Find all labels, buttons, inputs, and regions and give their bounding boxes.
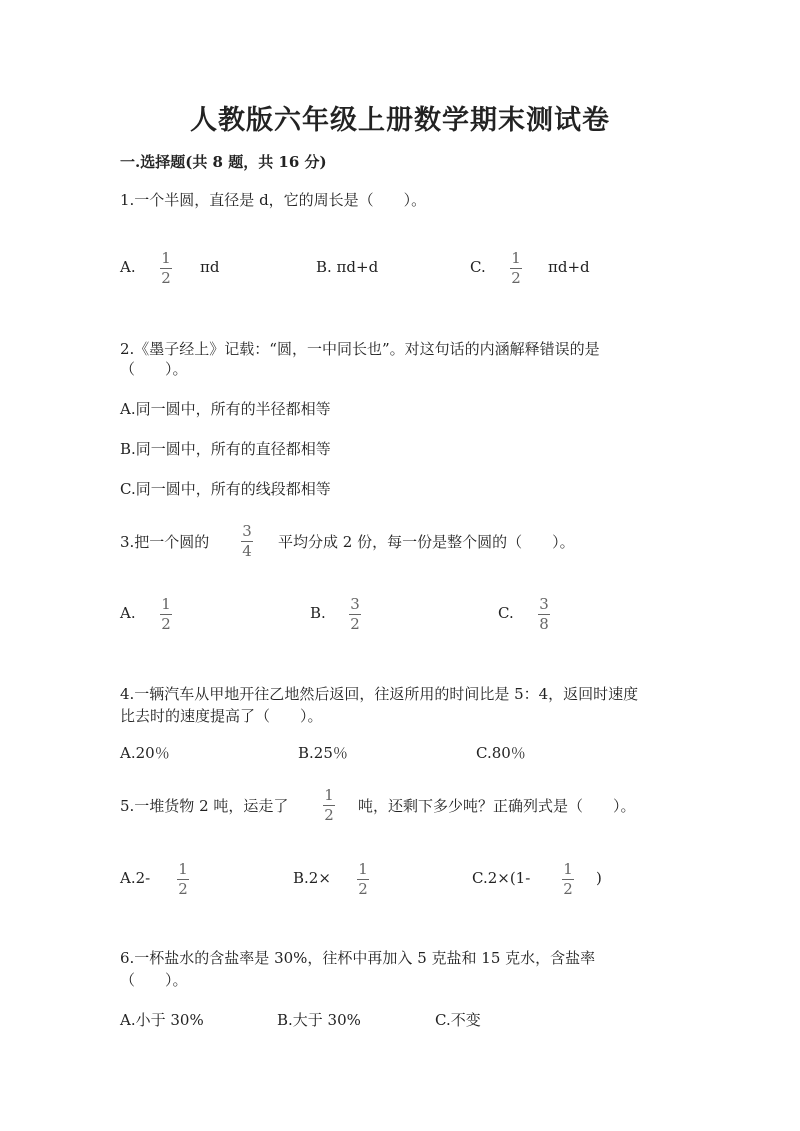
page-title: 人教版六年级上册数学期末测试卷: [190, 105, 610, 136]
question-3-stem-end: 平均分成 2 份，每一份是整个圆的（ ）。: [278, 533, 575, 551]
q1-option-c-text: πd+d: [548, 258, 590, 276]
q1-option-c-fraction: [510, 250, 522, 287]
q5-option-c-close: ): [596, 869, 602, 887]
q5-option-b-fraction: [357, 861, 369, 898]
fraction-denominator: 2: [358, 880, 368, 898]
q1-option-a-label: A.: [120, 258, 136, 276]
question-3-fraction: [241, 523, 253, 560]
question-1-stem: 1.一个半圆，直径是 d，它的周长是（ ）。: [120, 191, 427, 209]
q1-option-a-fraction: [160, 250, 172, 287]
q5-option-a-label: A.2-: [120, 869, 151, 887]
q6-option-a: A.小于 30%: [120, 1011, 204, 1029]
q2-option-c: C.同一圆中，所有的线段都相等: [120, 480, 331, 498]
question-2-stem-line1: 2.《墨子经上》记载：“圆，一中同长也”。对这句话的内涵解释错误的是: [120, 340, 600, 358]
q3-option-c-label: C.: [498, 604, 514, 622]
fraction-denominator: 2: [511, 269, 521, 287]
q3-option-b-label: B.: [310, 604, 326, 622]
q1-option-a-text: πd: [200, 258, 220, 276]
q3-option-b-fraction: [349, 596, 361, 633]
fraction-denominator: 2: [161, 269, 171, 287]
fraction-numerator: 3: [350, 595, 360, 613]
q2-option-b: B.同一圆中，所有的直径都相等: [120, 440, 331, 458]
fraction-denominator: 2: [324, 806, 334, 824]
q2-option-a: A.同一圆中，所有的半径都相等: [120, 400, 331, 418]
question-6-stem-line1: 6.一杯盐水的含盐率是 30%，往杯中再加入 5 克盐和 15 克水，含盐率: [120, 949, 596, 967]
fraction-denominator: 2: [350, 615, 360, 633]
question-5-fraction: [323, 787, 335, 824]
question-4-stem-line1: 4.一辆汽车从甲地开往乙地然后返回，往返所用的时间比是 5：4，返回时速度: [120, 685, 639, 703]
fraction-denominator: 4: [242, 542, 252, 560]
fraction-numerator: 3: [539, 595, 549, 613]
fraction-numerator: 1: [161, 249, 171, 267]
q4-option-c: C.80％: [476, 744, 526, 762]
q6-option-b: B.大于 30%: [277, 1011, 361, 1029]
q1-option-c-label: C.: [470, 258, 486, 276]
q5-option-b-label: B.2×: [293, 869, 331, 887]
q3-option-a-label: A.: [120, 604, 136, 622]
q5-option-c-label: C.2×(1-: [472, 869, 531, 887]
fraction-denominator: 2: [178, 880, 188, 898]
question-4-stem-line2: 比去时的速度提高了（ ）。: [120, 707, 323, 725]
q3-option-c-fraction: [538, 596, 550, 633]
fraction-denominator: 2: [161, 615, 171, 633]
q4-option-b: B.25％: [298, 744, 348, 762]
fraction-numerator: 1: [161, 595, 171, 613]
q5-option-a-fraction: [177, 861, 189, 898]
section-heading: 一.选择题(共 8 题，共 16 分): [120, 153, 327, 171]
q4-option-a: A.20％: [120, 744, 170, 762]
fraction-denominator: 8: [539, 615, 549, 633]
question-2-stem-line2: （ ）。: [120, 360, 188, 378]
q1-option-b: B. πd+d: [316, 258, 379, 276]
fraction-numerator: 1: [324, 786, 334, 804]
fraction-numerator: 1: [358, 860, 368, 878]
question-5-stem-end: 吨，还剩下多少吨？正确列式是（ ）。: [358, 797, 636, 815]
q5-option-c-fraction: [562, 861, 574, 898]
question-5-stem-start: 5.一堆货物 2 吨，运走了: [120, 797, 289, 815]
fraction-numerator: 3: [242, 522, 252, 540]
question-3-stem-start: 3.把一个圆的: [120, 533, 210, 551]
fraction-numerator: 1: [511, 249, 521, 267]
question-6-stem-line2: （ ）。: [120, 971, 188, 989]
q6-option-c: C.不变: [435, 1011, 481, 1029]
fraction-denominator: 2: [563, 880, 573, 898]
fraction-numerator: 1: [178, 860, 188, 878]
fraction-numerator: 1: [563, 860, 573, 878]
q3-option-a-fraction: [160, 596, 172, 633]
